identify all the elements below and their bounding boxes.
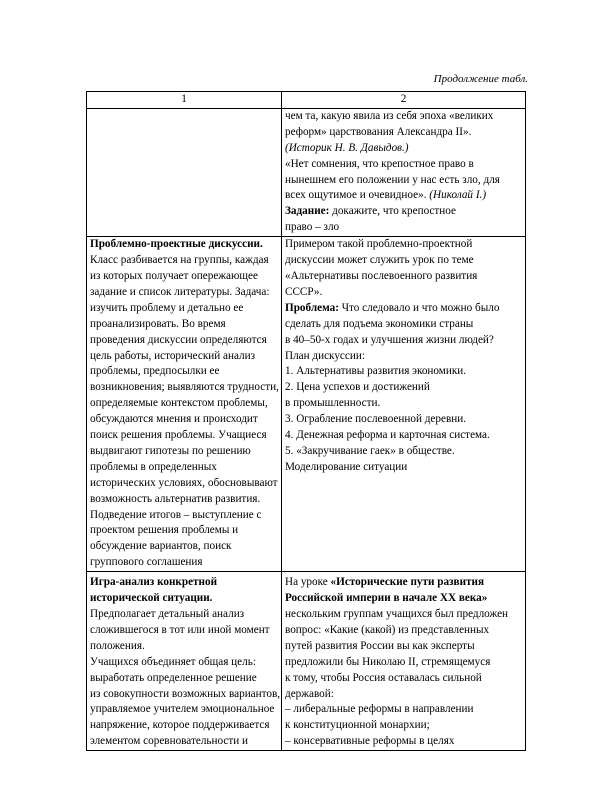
- text-line: изучить проблему и детально ее: [90, 301, 244, 314]
- text-line: [285, 575, 522, 591]
- table-caption: Продолжение табл.: [433, 73, 528, 85]
- text-line: «Альтернативы послевоенного развития: [285, 269, 478, 282]
- lesson-title: Российской империи в начале XX века»: [285, 592, 488, 605]
- text-line: напряжение, которое поддерживается: [90, 719, 270, 732]
- problem-text: Что следовало и что можно было: [338, 301, 500, 314]
- text-line: исторических условиях, обосновывают: [90, 476, 278, 489]
- text-line: СССР».: [285, 285, 323, 298]
- text-line: проектом решения проблемы и: [90, 524, 239, 537]
- text-line: проанализировать. Во время: [90, 317, 226, 330]
- text-line: сделать для подъема экономики страны: [285, 317, 474, 330]
- content-table: [86, 91, 526, 751]
- text-line: Моделирование ситуации: [285, 460, 408, 473]
- plan-item: 5. «Закручивание гаек» в обществе.: [285, 444, 455, 457]
- text-line: группового соглашения: [90, 556, 203, 569]
- text-line: цель работы, исторический анализ: [90, 349, 256, 362]
- text-line: вопрос: «Какие (какой) из представленных: [285, 623, 490, 636]
- text-line: чем та, какую явила из себя эпоха «великих: [285, 109, 494, 122]
- text-line: Учащихся объединяет общая цель:: [90, 655, 256, 668]
- plan-item: в промышленности.: [285, 397, 381, 410]
- lesson-intro: На уроке: [285, 576, 331, 589]
- quote-author: (Николай I.): [429, 189, 487, 202]
- column-number-1: 1: [87, 92, 282, 109]
- text-line: [285, 188, 522, 204]
- text-line: задание и список литературы. Задача:: [90, 285, 270, 298]
- row2-col2-cell: [282, 237, 526, 572]
- text-line: к тому, чтобы Россия оставалась сильной: [285, 671, 482, 684]
- section-title: Проблемно-проектные дискуссии.: [90, 238, 263, 251]
- text-line: нескольким группам учащихся был предложен: [285, 608, 509, 620]
- table-row: [87, 237, 526, 572]
- text-line: дискуссии может служить урок по теме: [285, 254, 474, 267]
- text-line: из которых получает опережающее: [90, 269, 258, 282]
- column-number-2: 2: [282, 92, 526, 109]
- list-item: – консервативные реформы в целях: [285, 735, 455, 748]
- text-line: сложившегося в тот или иной момент: [90, 623, 270, 636]
- row1-col2-cell: [282, 108, 526, 236]
- text-line: в 40–50-х годах и улучшения жизни людей?: [285, 333, 494, 346]
- row3-col2-cell: [282, 572, 526, 751]
- plan-item: 3. Ограбление послевоенной деревни.: [285, 413, 467, 426]
- text-line: возможность альтернатив развития.: [90, 492, 261, 505]
- text-line: Примером такой проблемно-проектной: [285, 238, 473, 251]
- plan-heading: План дискуссии:: [285, 349, 365, 362]
- text-line: Предполагает детальный анализ: [90, 608, 245, 620]
- text-line: проблемы, предпосылки ее: [90, 365, 220, 378]
- text-line: обсуждаются мнения и происходит: [90, 413, 258, 426]
- quote-text: всех ощутимое и очевидное».: [285, 189, 430, 202]
- text-line: выдвигают гипотезы по решению: [90, 444, 251, 457]
- text-line: проблемы в определенных: [90, 460, 217, 473]
- row2-col1-cell: [87, 237, 282, 572]
- text-line: предложили бы Николаю II, стремящемуся: [285, 655, 491, 668]
- problem-label: Проблема:: [285, 301, 339, 314]
- plan-item: 4. Денежная реформа и карточная система.: [285, 429, 490, 442]
- list-item: – либеральные реформы в направлении: [285, 703, 474, 716]
- row3-col1-cell: [87, 572, 282, 751]
- text-line: поиск решения проблемы. Учащиеся: [90, 429, 267, 442]
- text-line: путей развития России вы как эксперты: [285, 639, 475, 652]
- lesson-title: «Исторические пути развития: [330, 576, 485, 589]
- text-line: (Историк Н. В. Давыдов.): [285, 141, 409, 154]
- text-line: выработать определенное решение: [90, 671, 257, 684]
- text-line: [285, 301, 522, 317]
- text-line: проведения дискуссии определяются: [90, 333, 267, 346]
- text-line: положения.: [90, 639, 145, 652]
- plan-item: 2. Цена успехов и достижений: [285, 381, 430, 394]
- text-line: возникновения; выявляются трудности,: [90, 381, 279, 394]
- text-line: управляемое учителем эмоциональное: [90, 703, 275, 716]
- text-line: [285, 204, 522, 220]
- text-line: право – зло: [285, 221, 340, 234]
- task-text: докажите, что крепостное: [329, 205, 456, 218]
- section-title: исторической ситуации.: [90, 592, 213, 605]
- text-line: определяемые контекстом проблемы,: [90, 397, 268, 410]
- plan-item: 1. Альтернативы развития экономики.: [285, 365, 467, 378]
- text-line: элементом соревновательности и: [90, 735, 248, 748]
- text-line: обсуждение вариантов, поиск: [90, 540, 232, 553]
- text-line: державой:: [285, 687, 334, 700]
- text-line: реформ» царствования Александра II».: [285, 125, 472, 138]
- text-line: из совокупности возможных вариантов,: [90, 687, 281, 700]
- section-title: Игра-анализ конкретной: [90, 576, 218, 589]
- text-line: нынешнем его положении у нас есть зло, для: [285, 173, 500, 186]
- list-item: к конституционной монархии;: [285, 719, 430, 732]
- table-row: [87, 572, 526, 751]
- text-line: Подведение итогов – выступление с: [90, 508, 262, 521]
- table-row: [87, 108, 526, 236]
- row1-col1-cell: [87, 108, 282, 236]
- column-number-row: [87, 92, 526, 109]
- text-line: Класс разбивается на группы, каждая: [90, 254, 269, 267]
- text-line: «Нет сомнения, что крепостное право в: [285, 157, 474, 170]
- task-label: Задание:: [285, 205, 330, 218]
